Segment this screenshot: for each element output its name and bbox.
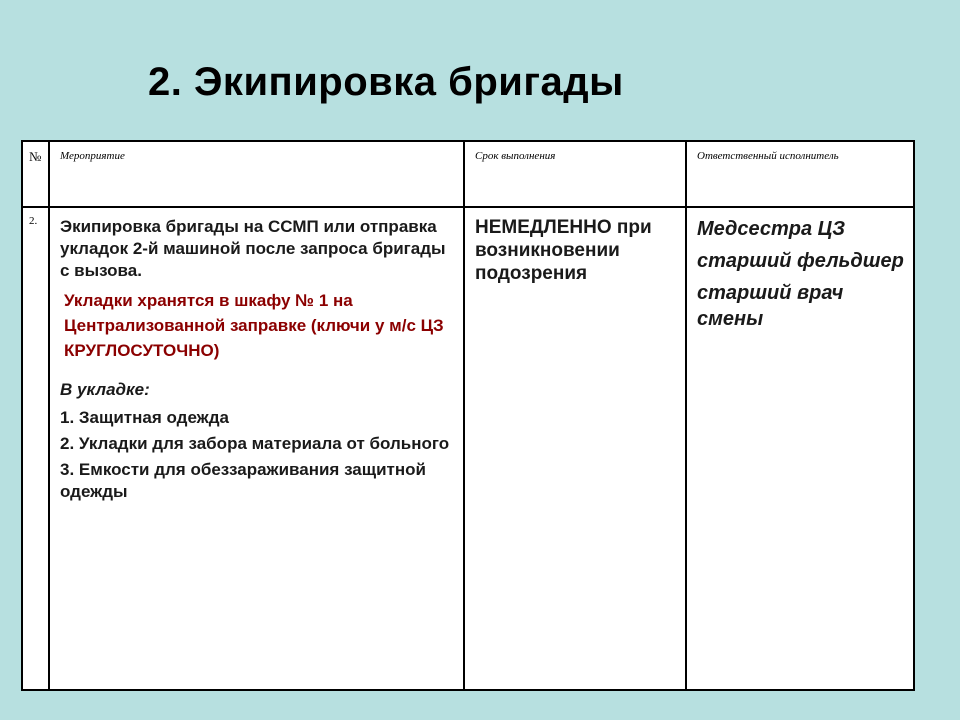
kit-list-item: 1. Защитная одежда (60, 408, 229, 427)
activity-main-text: Экипировка бригады на ССМП или отправка укладок 2-й машиной после запроса бригады с вызова. (60, 217, 446, 280)
responsible-person: старший врач смены (697, 282, 844, 330)
responsible-cell (686, 207, 914, 690)
term-text: НЕМЕДЛЕННО при возникновении подозрения (475, 217, 652, 284)
kit-list-item: 3. Емкости для обеззараживания защитной одежды (60, 460, 426, 501)
plan-table (21, 140, 915, 691)
slide-title: 2. Экипировка бригады (148, 60, 624, 104)
kit-list-heading: В укладке: (60, 380, 150, 399)
responsible-person: старший фельдшер (697, 250, 904, 272)
header-activity: Мероприятие (49, 141, 464, 207)
kit-list-item: 2. Укладки для забора материала от больного (60, 434, 450, 453)
header-term: Срок выполнения (464, 141, 686, 207)
table-row (22, 207, 914, 690)
row-number: 2. (22, 207, 49, 690)
activity-storage-note: Укладки хранятся в шкафу № 1 на Централизованной заправке (ключи у м/с ЦЗ КРУГЛОСУТОЧНО) (64, 291, 444, 360)
term-cell (464, 207, 686, 690)
activity-cell (49, 207, 464, 690)
header-responsible: Ответственный исполнитель (686, 141, 914, 207)
table-header-row (22, 141, 914, 207)
responsible-person: Медсестра ЦЗ (697, 218, 846, 240)
header-number: № (22, 141, 49, 207)
